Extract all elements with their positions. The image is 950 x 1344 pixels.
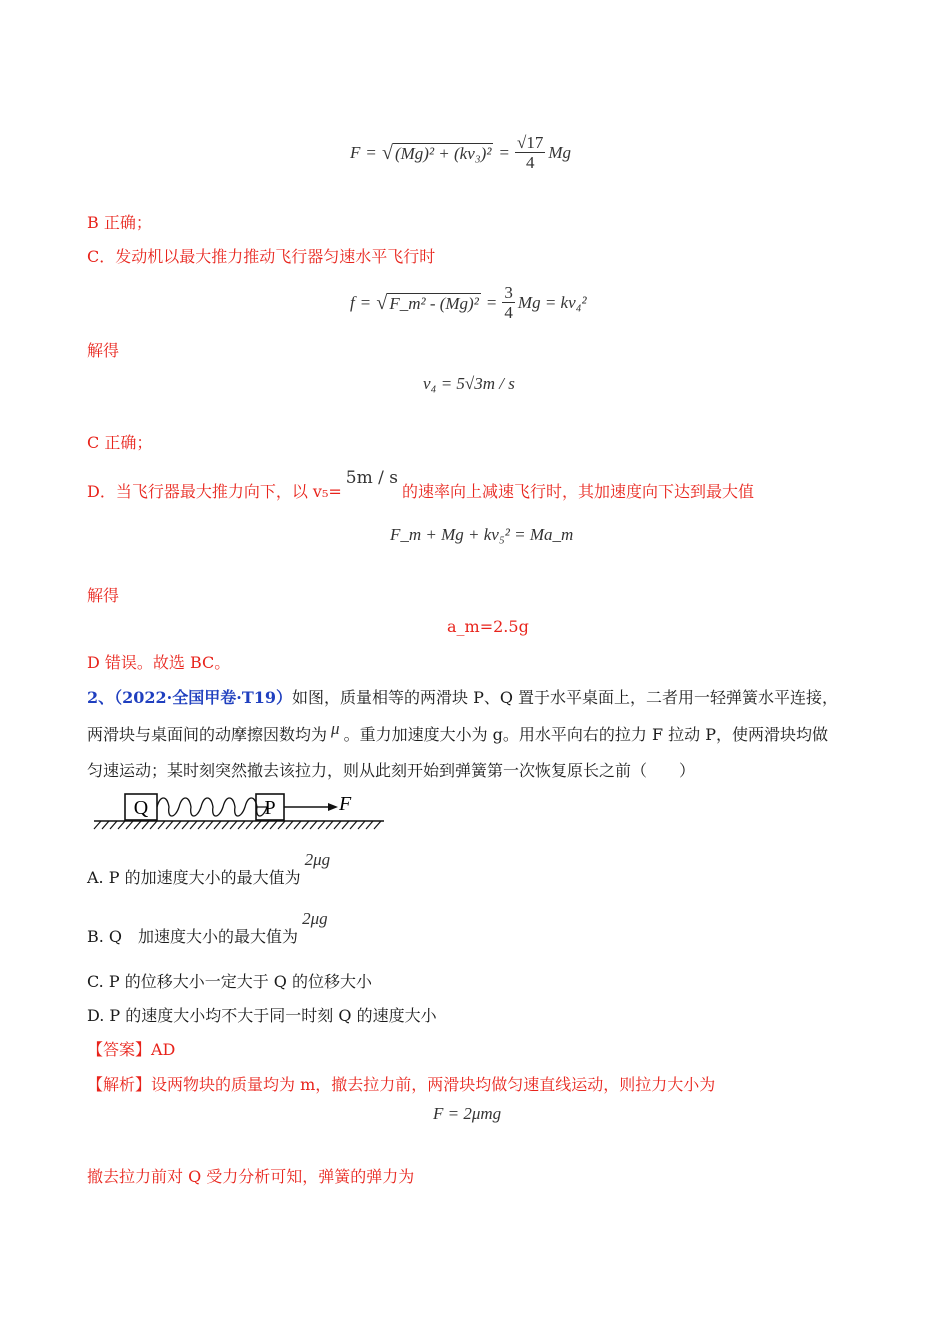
- sqrt-symbol: √: [381, 141, 393, 164]
- eq2-numerator: 3: [504, 282, 513, 302]
- eq1-radicand: (Mg)² + (kv₃)²: [394, 143, 492, 163]
- force-label: F: [339, 793, 352, 815]
- block-p-label: P: [264, 797, 276, 819]
- option-b-math: 2μg: [302, 909, 328, 928]
- q2-number: 2、: [87, 688, 115, 707]
- d-wrong: D 错误。故选 BC。: [87, 653, 231, 672]
- eq1-tail: Mg: [548, 143, 572, 162]
- d-statement: [87, 462, 754, 502]
- block-q-label: Q: [133, 797, 149, 819]
- q2-text-line1: 如图，质量相等的两滑块 P、Q 置于水平桌面上，二者用一轻弹簧水平连接，: [292, 688, 839, 707]
- eq1-lhs: F: [350, 143, 361, 162]
- q2-line1: [87, 685, 838, 708]
- equation-total-force: F = √ (Mg)² + (kv₃)² = $\frac{√17}{4}$ Mg: [350, 132, 572, 172]
- result-am: a_m=2.5g: [447, 617, 529, 636]
- eq1-numerator: √17: [517, 132, 544, 152]
- analysis-last: 撤去拉力前对 Q 受力分析可知，弹簧的弹力为: [87, 1167, 415, 1186]
- eq2-lhs: f: [350, 293, 355, 312]
- d-text-a: D．当飞行器最大推力向下，以 v₅=: [87, 482, 342, 501]
- option-d[interactable]: D. P 的速度大小均不大于同一时刻 Q 的速度大小: [87, 1006, 437, 1025]
- option-b-text: B. Q 加速度大小的最大值为: [87, 927, 299, 946]
- answer: 【答案】AD: [87, 1040, 176, 1059]
- c-correct: C 正确；: [87, 433, 153, 452]
- equation-v4: v₄ = 5√3m / s: [423, 374, 515, 393]
- q2-text-line2a: 两滑块与桌面间的动摩擦因数均为: [87, 725, 328, 744]
- q2-source: （2022·全国甲卷·T19）: [114, 688, 292, 707]
- mu-symbol: μ: [331, 719, 340, 738]
- equation-newton: F_m + Mg + kv₅² = Ma_m: [390, 525, 574, 544]
- force-arrow-head: [328, 803, 338, 811]
- eq1-denominator: 4: [525, 152, 535, 172]
- eq2-denominator: 4: [504, 302, 513, 322]
- eq1-fraction: [515, 134, 545, 173]
- equation-pull-force: F = 2μmg: [433, 1104, 502, 1123]
- spring: [157, 798, 267, 816]
- option-b[interactable]: [87, 907, 328, 947]
- b-correct: B 正确；: [87, 213, 152, 232]
- ground-hatch: [94, 821, 381, 829]
- option-a-math: 2μg: [304, 850, 331, 869]
- eq2-fraction: [502, 284, 515, 323]
- c-statement: C．发动机以最大推力推动飞行器匀速水平飞行时: [87, 247, 436, 266]
- option-a-text: A. P 的加速度大小的最大值为: [87, 868, 301, 887]
- eq2-tail: Mg = kv₄²: [517, 293, 587, 312]
- jiede-1: 解得: [87, 341, 120, 360]
- jiede-2: 解得: [87, 586, 120, 605]
- d-speed: 5m / s: [345, 468, 398, 488]
- option-a[interactable]: [87, 848, 330, 888]
- spring-blocks-figure: [88, 790, 388, 832]
- option-c[interactable]: C. P 的位移大小一定大于 Q 的位移大小: [87, 972, 372, 991]
- eq2-radicand: F_m² - (Mg)²: [389, 293, 479, 313]
- q2-text-line2b: 。重力加速度大小为 g。用水平向右的拉力 F 拉动 P，使两滑块均做: [343, 725, 829, 744]
- equation-drag: f = √ F_m² - (Mg)² = $\frac{3}{4}$ Mg = kv₄²: [350, 282, 587, 322]
- analysis: 【解析】设两物块的质量均为 m，撤去拉力前，两滑块均做匀速直线运动，则拉力大小为: [87, 1075, 716, 1094]
- q2-line2: [87, 719, 829, 745]
- sqrt-symbol: √: [376, 291, 388, 314]
- q2-text-line3: 匀速运动；某时刻突然撤去该拉力，则从此刻开始到弹簧第一次恢复原长之前（ ）: [87, 761, 696, 780]
- d-text-b: 的速率向上减速飞行时，其加速度向下达到最大值: [401, 482, 754, 501]
